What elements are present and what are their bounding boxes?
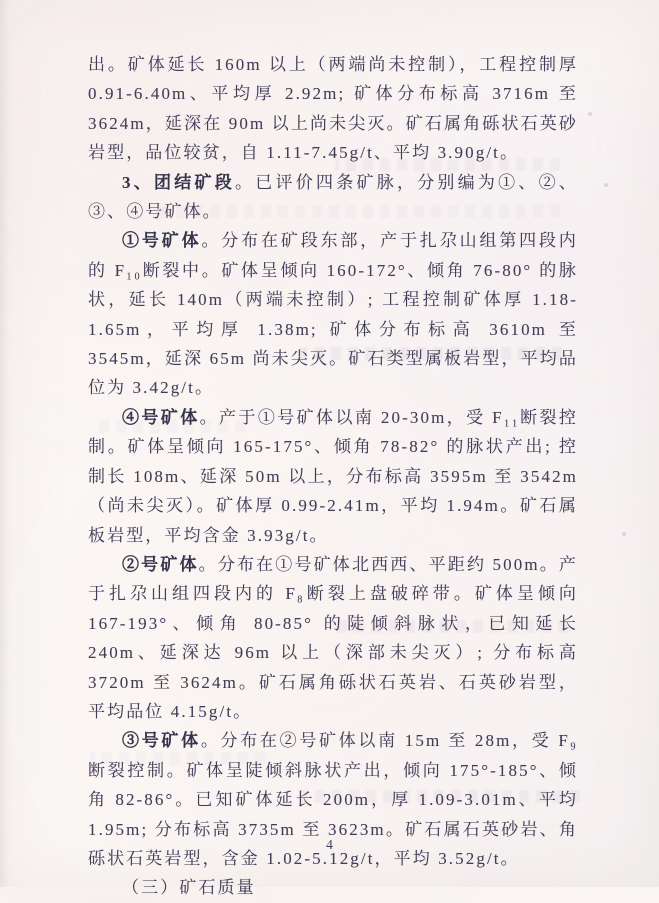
paragraph-orebody-1 <box>88 226 578 402</box>
scan-left-edge <box>0 0 10 887</box>
page-body-text <box>88 50 578 903</box>
orebody-1-heading: ①号矿体 <box>122 231 202 251</box>
scan-speck <box>588 112 592 116</box>
orebody-4-heading: ④号矿体 <box>122 407 200 427</box>
paragraph-text: 。分布在①号矿体北西西、平距约 500m。产于扎尕山组四段内的 F₈断裂上盘破碎带。矿体呈倾向 167-193°、倾角 80-85° 的陡倾斜脉状，已知延长 240m、延深达 96m 以上（深部未尖灭）; 分布标高 3720m 至 3624m。矿石属角砾状石英岩、石英砂岩型，平均品位 4.15g/t。 <box>88 554 578 721</box>
scan-speck <box>622 532 626 536</box>
paragraph-text: 。已评价四条矿脉，分别编为①、②、③、④号矿体。 <box>88 172 579 222</box>
paragraph-orebody-2 <box>88 550 578 726</box>
section-heading-ore-quality <box>88 873 578 902</box>
paragraph-orebody-4 <box>88 403 578 550</box>
paragraph-orebody-continuation <box>88 50 578 168</box>
paragraph-text: 出。矿体延长 160m 以上（两端尚未控制），工程控制厚 0.91-6.40m、平均厚 2.92m; 矿体分布标高 3716m 至 3624m，延深在 90m 以上尚未尖灭。矿石属角砾状石英砂岩型，品位较贫，自 1.11-7.45g/t、平均 3.90g/t。 <box>88 55 578 163</box>
paragraph-text: （三）矿石质量 <box>122 878 256 898</box>
paragraph-text: 。产于①号矿体以南 20-30m，受 F₁₁断裂控制。矿体呈倾向 165-175°、倾角 78-82° 的脉状产出; 控制长 108m、延深 50m 以上，分布标高 3595m 至 3542m（尚未尖灭）。矿体厚 0.99-2.41m，平均 1.94m。矿石属板岩型，平均含金 3.93g/t。 <box>88 407 578 545</box>
scan-speck <box>604 183 608 187</box>
paragraph-tuanjie-section <box>88 168 578 227</box>
orebody-2-heading: ②号矿体 <box>122 554 199 574</box>
section-heading-tuanjie: 3、团结矿段 <box>122 172 235 192</box>
orebody-3-heading: ③号矿体 <box>122 731 201 751</box>
page-number: 4 <box>326 837 333 852</box>
paragraph-text: 。分布在矿段东部，产于扎尕山组第四段内的 F₁₀断裂中。矿体呈倾向 160-172°、倾角 76-80° 的脉状，延长 140m（两端未控制）; 工程控制矿体厚 1.18-1.65m，平均厚 1.38m; 矿体分布标高 3610m 至 3545m，延深 65m 尚未尖灭。矿石类型属板岩型，平均品位为 3.42g/t。 <box>88 231 578 398</box>
paragraph-text: 。分布在②号矿体以南 15m 至 28m，受 F₉断裂控制。矿体呈陡倾斜脉状产出，倾向 175°-185°、倾角 82-86°。已知矿体延长 200m，厚 1.09-3.01m、平均 1.95m; 分布标高 3735m 至 3623m。矿石属石英砂岩、角砾状石英岩型，含金 1.02-5.12g/t，平均 3.52g/t。 <box>88 731 578 868</box>
